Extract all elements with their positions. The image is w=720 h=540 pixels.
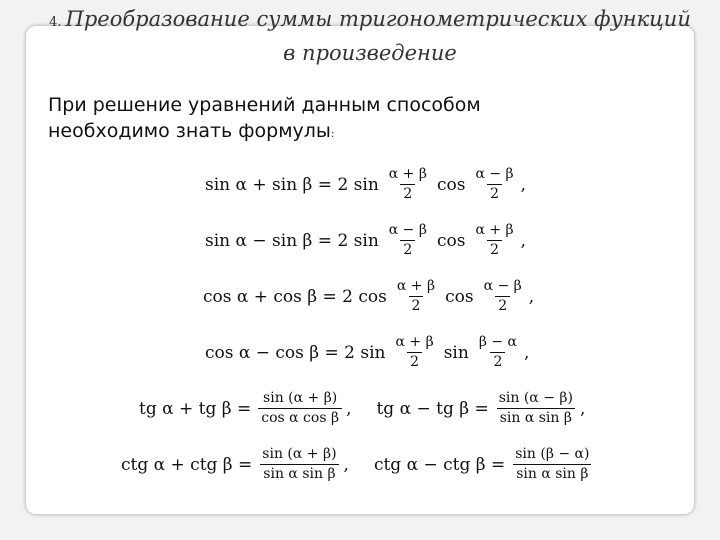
fraction-denominator: 2 [487, 240, 502, 259]
fraction-denominator: sin α sin β [513, 464, 591, 483]
fraction-numerator: α + β [388, 166, 427, 182]
formula-lhs: ctg α − ctg β = [373, 454, 506, 475]
title-line-2: в произведение [283, 41, 457, 65]
formula-func: cos [445, 286, 474, 307]
fraction [394, 278, 438, 315]
formula-lhs: cos α − cos β = 2 sin [205, 342, 386, 363]
fraction-denominator: 2 [407, 352, 422, 371]
fraction [481, 278, 525, 315]
fraction-numerator: α − β [475, 166, 514, 182]
fraction-numerator: α + β [475, 222, 514, 238]
formula-func: sin [443, 342, 469, 363]
fraction [496, 390, 576, 427]
fraction-numerator: α + β [395, 334, 434, 350]
formula-tangents [136, 390, 585, 427]
fraction-denominator: 2 [400, 240, 415, 259]
formula-separator: , [346, 398, 352, 419]
fraction-denominator: cos α cos β [258, 408, 342, 427]
fraction-denominator: sin α sin β [260, 464, 338, 483]
title-number: 4. [49, 15, 62, 30]
fraction-denominator: 2 [495, 296, 510, 315]
formula-sum-cos [200, 278, 534, 315]
fraction [472, 222, 516, 259]
fraction-numerator: β − α [478, 334, 518, 350]
fraction-numerator: sin (β − α) [515, 446, 590, 462]
formula-lhs: sin α − sin β = 2 sin [205, 230, 379, 251]
fraction [258, 390, 342, 427]
formula-comma: , [520, 174, 527, 195]
fraction-denominator: 2 [400, 184, 415, 203]
formula-diff-sin [202, 222, 526, 259]
fraction-denominator: 2 [490, 352, 505, 371]
formula-comma: , [520, 230, 527, 251]
formula-sum-sin [202, 166, 526, 203]
formula-lhs: tg α − tg β = [376, 398, 489, 419]
formula-func: cos [436, 230, 466, 251]
formula-comma: , [528, 286, 535, 307]
fraction-denominator: sin α sin β [497, 408, 575, 427]
fraction-denominator: 2 [409, 296, 424, 315]
intro-colon: : [330, 129, 335, 140]
intro-line-1: При решение уравнений данным способом [48, 94, 481, 116]
formula-diff-cos [202, 334, 529, 371]
formula-func: cos [436, 174, 466, 195]
fraction-numerator: α + β [396, 278, 436, 294]
fraction-numerator: α − β [483, 278, 522, 294]
fraction [512, 446, 592, 483]
formula-comma: , [524, 342, 530, 363]
fraction-numerator: sin (α + β) [263, 390, 338, 406]
formula-lhs: tg α + tg β = [139, 398, 252, 419]
fraction [476, 334, 520, 371]
formula-lhs: cos α + cos β = 2 cos [203, 286, 387, 307]
fraction [386, 166, 430, 203]
fraction-numerator: sin (α − β) [498, 390, 573, 406]
intro-line-2: необходимо знать формулы [48, 120, 331, 142]
title-line-1: Преобразование суммы тригонометрических функций [65, 7, 691, 31]
fraction-numerator: sin (α + β) [262, 446, 337, 462]
fraction [259, 446, 339, 483]
fraction-denominator: 2 [487, 184, 502, 203]
formula-lhs: sin α + sin β = 2 sin [205, 174, 379, 195]
fraction [472, 166, 516, 203]
fraction-numerator: α − β [388, 222, 427, 238]
fraction [386, 222, 430, 259]
formula-comma: , [579, 398, 586, 419]
formula-separator: , [343, 454, 349, 475]
fraction [393, 334, 437, 371]
formula-lhs: ctg α + ctg β = [121, 454, 253, 475]
formula-cotangents [118, 446, 596, 483]
